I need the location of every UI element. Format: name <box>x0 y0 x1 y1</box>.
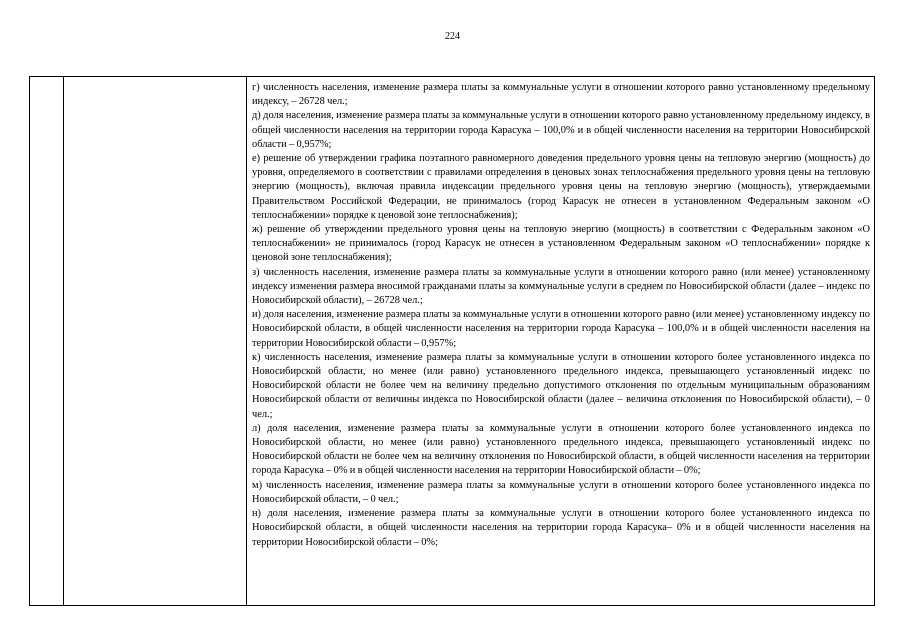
paragraph-g: г) численность населения, изменение размера платы за коммунальные услуги в отношении которого равно установленному предельному индексу, – 26728 чел.; <box>252 82 870 108</box>
table-cell-index <box>30 77 64 606</box>
document-table <box>29 76 875 606</box>
paragraph-z: з) численность населения, изменение размера платы за коммунальные услуги в отношении которого равно (или менее) установленному индексу изменения размера вносимой гражданами платы за коммунальные услуги в среднем по Новосибирской области (далее – индекс по Новосибирской области), – 26728 чел.; <box>252 266 870 307</box>
table-row <box>30 77 875 606</box>
paragraph-i: и) доля населения, изменение размера платы за коммунальные услуги в отношении которого равно (или менее) установленному индексу по Новосибирской области, в общей численности населения на территории города Карасука – 100,0% и в общей численности населения на территории Новосибирской области – 0,957%; <box>252 309 870 349</box>
paragraph-n: н) доля населения, изменение размера платы за коммунальные услуги в отношении которого более установленного индекса по Новосибирской области, в общей численности населения на территории города Карасука– 0% и в общей численности населения на территории Новосибирской области – 0%; <box>252 508 870 548</box>
paragraph-k: к) численность населения, изменение размера платы за коммунальные услуги в отношении которого более установленного индекса по Новосибирской области, но менее (или равно) установленного предельного индекса, превышающего установленный индекс по Новосибирской области не более чем на величину предельно допустимого отклонения по отдельным муниципальным образованиям Новосибирской области от величины индекса по Новосибирской области (далее – величина отклонения по Новосибирской области), – 0 чел.; <box>252 351 870 420</box>
table-cell-content <box>247 77 875 606</box>
table-cell-title <box>64 77 247 606</box>
paragraph-d: д) доля населения, изменение размера платы за коммунальные услуги в отношении которого равно установленному предельному индексу, в общей численности населения на территории города Карасука – 100,0% и в общей численности населения на территории Новосибирской области – 0,957%; <box>252 110 870 150</box>
paragraph-e: е) решение об утверждении графика поэтапного равномерного доведения предельного уровня цены на тепловую энергию (мощность) до уровня, определяемого в соответствии с правилами определения в ценовых зонах теплоснабжения предельного уровня цены на тепловую энергию (мощность), включая правила индексации предельного уровня цены на тепловую энергию (мощность), утверждаемыми Правительством Российской Федерации, не принималось (город Карасук не отнесен в установленном Федеральным законом «О теплоснабжении» порядке к ценовой зоне теплоснабжения); <box>252 153 870 221</box>
paragraph-m: м) численность населения, изменение размера платы за коммунальные услуги в отношении которого более установленного индекса по Новосибирской области, – 0 чел.; <box>252 479 870 505</box>
paragraph-l: л) доля населения, изменение размера платы за коммунальные услуги в отношении которого более установленного индекса по Новосибирской области, но менее (или равно) установленного предельного индекса, превышающего установленный индекс по Новосибирской области не более чем на величину отклонения по Новосибирской области, в общей численности населения на территории города Карасука – 0% и в общей численности населения на территории Новосибирской области – 0%; <box>252 422 870 477</box>
page-number: 224 <box>445 31 460 42</box>
paragraph-zh: ж) решение об утверждении предельного уровня цены на тепловую энергию (мощность) в соответствии с Федеральным законом «О теплоснабжении» не принималось (город Карасук не отнесен в установленном Федеральным законом «О теплоснабжении» порядке к ценовой зоне теплоснабжения); <box>252 224 870 264</box>
